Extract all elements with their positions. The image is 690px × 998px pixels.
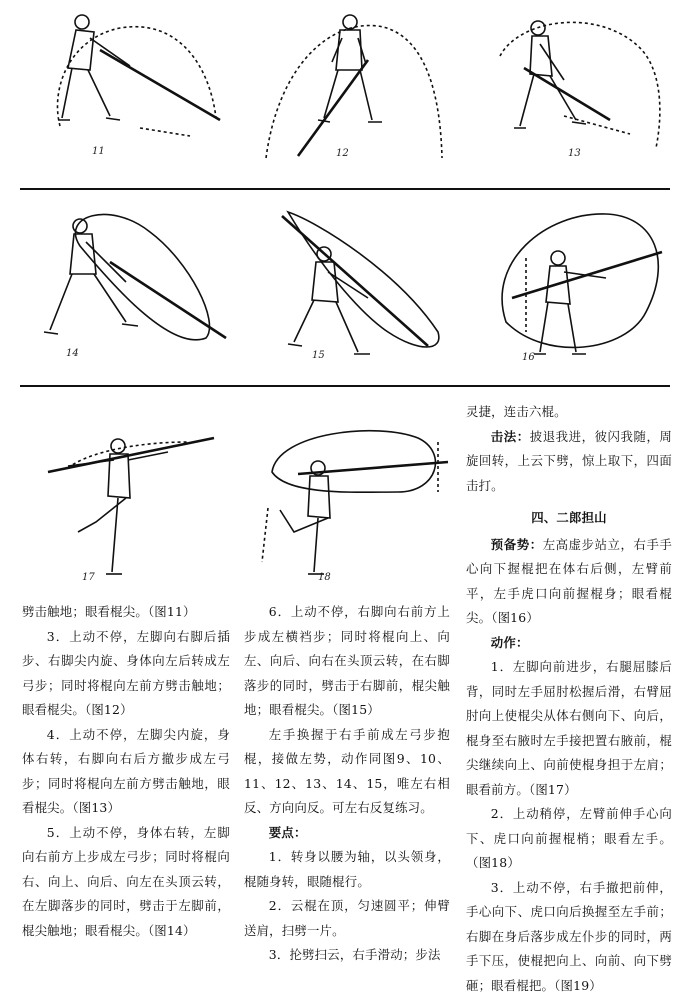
action-heading: 动作： (466, 631, 672, 656)
paragraph: 3．上动不停，左脚向右脚后插步、右脚尖内旋、身体向左后转成左弓步；同时将棍向左前方劈击触地；眼看棍尖。（图12） (22, 625, 230, 723)
figure-number: 15 (312, 350, 325, 361)
paragraph: 5．上动不停，身体右转，左脚向右前方上步成左弓步；同时将棍向右、向上、向后、向左在头顶云转，在左脚落步的同时，劈击于左脚前，棍尖触地；眼看棍尖。（图14） (22, 821, 230, 944)
paragraph: 2．上动稍停，左臂前伸手心向下、虎口向前握棍梢；眼看左手。（图18） (466, 802, 672, 876)
paragraph: 劈击触地；眼看棍尖。（图11） (22, 600, 230, 625)
figure-number: 13 (568, 148, 581, 159)
figure-divider (20, 188, 670, 190)
strike-text: 披退我进，彼闪我随，周旋回转，上云下劈，惊上取下，四面击打。 (466, 429, 672, 493)
paragraph: 1．转身以腰为轴，以头领身，棍随身转，眼随棍行。 (244, 845, 450, 894)
figure-number: 18 (318, 572, 331, 583)
paragraph: 6．上动不停，右脚向右前方上步成左横裆步；同时将棍向上、向左、向后、向右在头顶云转，在右脚落步的同时，劈击于右脚前，棍尖触地；眼看棍尖。（图15） (244, 600, 450, 723)
figure-number: 16 (522, 352, 535, 363)
section-title: 四、二郎担山 (466, 506, 672, 531)
arc-path (288, 212, 439, 347)
figure-14 (30, 202, 230, 372)
paragraph: 灵捷，连击六棍。 (466, 400, 672, 425)
figure-14-drawing (30, 202, 230, 372)
figure-13 (480, 8, 670, 170)
paragraph: 4．上动不停，左脚尖内旋，身体右转，右脚向右后方撤步成左弓步；同时将棍向左前方劈击触地，眼看棍尖。（图13） (22, 723, 230, 821)
strike-label: 击法： (491, 429, 530, 444)
paragraph: 2．云棍在顶，匀速圆平；伸臂送肩，扫劈一片。 (244, 894, 450, 943)
paragraph: 1．左脚向前进步，右腿屈膝后背，同时左手屈肘松握后滑，右臂屈肘向上使棍尖从体右侧向下、向后，棍身至右腋时左手接把置右腋前，棍尖继续向上、向前使棍身担于左肩；眼看前方。（图17） (466, 655, 672, 802)
figure-number: 17 (82, 572, 95, 583)
key-points-heading: 要点： (244, 821, 450, 846)
left-text-column (22, 600, 230, 943)
figure-16 (486, 202, 672, 372)
ready-label: 预备势： (491, 537, 543, 552)
middle-text-column (244, 600, 450, 968)
figure-16-drawing (486, 202, 672, 372)
figure-18 (258, 412, 458, 590)
figure-12 (258, 8, 448, 170)
arc-path (500, 22, 660, 148)
figure-15 (258, 202, 458, 372)
paragraph: 3．上动不停，右手撤把前伸，手心向下、虎口向后换握至左手前；右脚在身后落步成左仆步的同时，两手下压，使棍把向上、向前、向下劈砸；眼看棍把。（图19） (466, 876, 672, 998)
paragraph: 左手换握于右手前成左弓步抱棍，接做左势，动作同图9、10、11、12、13、14、15，唯左右相反、方向向反。可左右反复练习。 (244, 723, 450, 821)
paragraph (466, 533, 672, 631)
arc-path (272, 431, 435, 493)
figure-number: 14 (66, 348, 79, 359)
figure-13-drawing (480, 8, 670, 170)
paragraph (466, 425, 672, 499)
figure-15-drawing (258, 202, 458, 372)
paragraph: 3．抡劈扫云，右手滑动；步法 (244, 943, 450, 968)
figure-11 (40, 8, 230, 170)
arc-path (266, 25, 442, 158)
figure-11-drawing (40, 8, 230, 170)
figure-17-drawing (38, 412, 228, 590)
ready-text: 左高虚步站立，右手手心向下握棍把在体右后侧，左臂前平，左手虎口向前握棍身；眼看棍尖。（图16） (466, 537, 672, 626)
figure-divider (20, 385, 670, 387)
figure-17 (38, 412, 228, 590)
right-text-column (466, 400, 672, 998)
arc-path (58, 27, 217, 126)
figure-number: 12 (336, 148, 349, 159)
figure-12-drawing (258, 8, 448, 170)
figure-number: 11 (92, 146, 105, 157)
arc-path (502, 214, 658, 348)
figure-18-drawing (258, 412, 458, 590)
